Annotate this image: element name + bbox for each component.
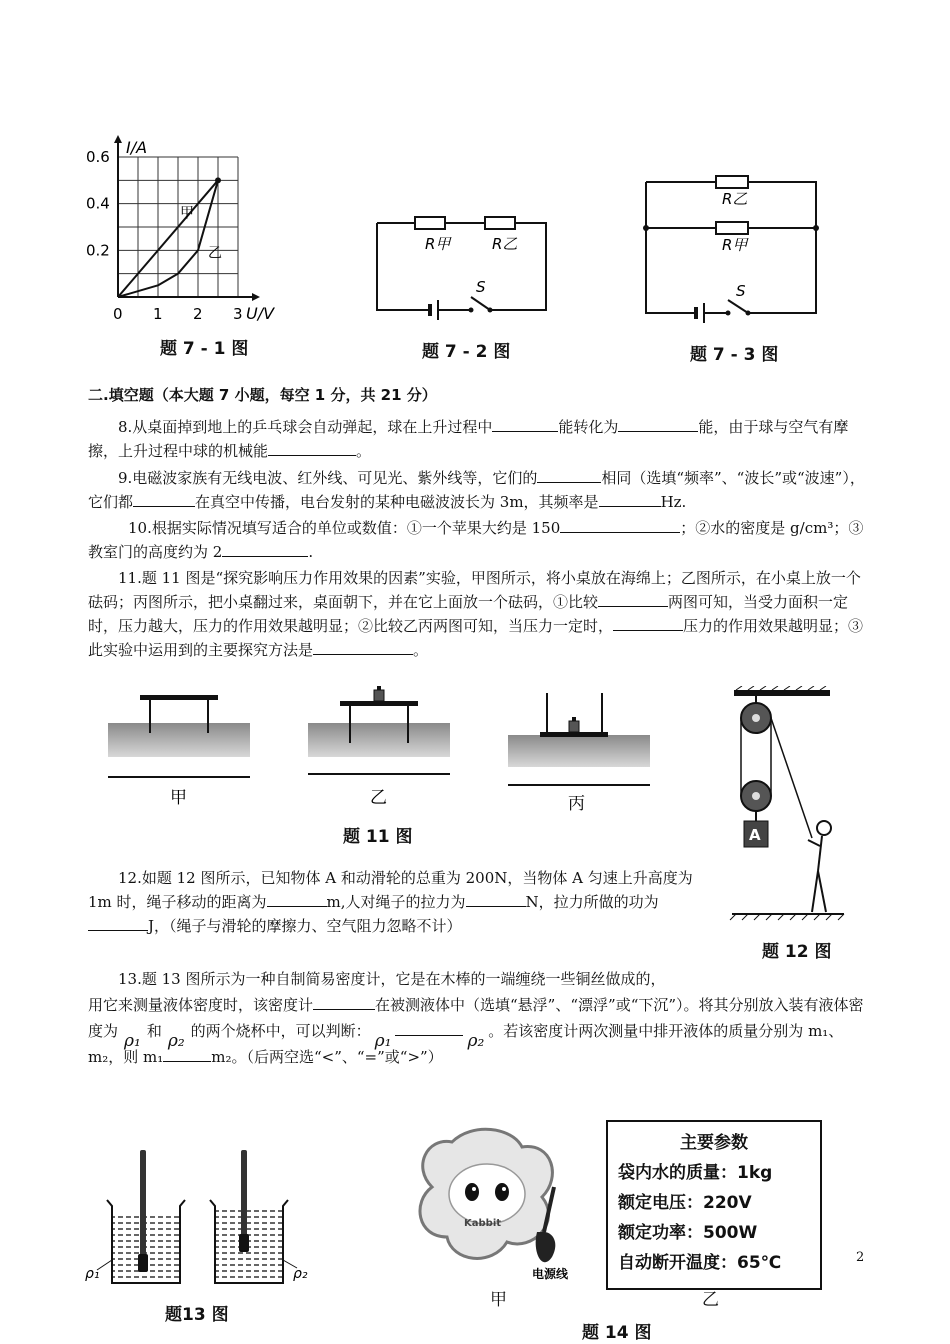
label-bing: 丙 [568, 794, 585, 814]
series [118, 177, 221, 297]
y-axis-label: I/A [126, 138, 148, 157]
setup-jia [108, 695, 250, 777]
fig7-2-circuit [370, 205, 560, 330]
intersection-point [215, 177, 221, 183]
q8-text-3: 能，由于球与空气有摩擦，上升过程中球的机械能 [88, 418, 849, 460]
x-axis-label: U/V [246, 304, 275, 323]
curve-yi-label: 乙 [208, 245, 222, 262]
q10-text-1: 10.根据实际情况填写适合的单位或数值：①一个苹果大约是 150 [128, 519, 561, 537]
param-rated-voltage: 额定电压：220V [618, 1193, 752, 1213]
q9-blank-2[interactable] [133, 491, 195, 507]
r-yi-label: R乙 [492, 235, 518, 253]
q12-blank-1[interactable] [267, 891, 327, 907]
switch [471, 297, 490, 310]
label-jia: 甲 [170, 788, 187, 808]
q13-text-7: m₂。（后两空选“<”、“=”或“>”） [211, 1048, 443, 1066]
q9-text-2: 相同（选填“频率”、“波长”或“波速”），它们都 [88, 469, 865, 511]
switch [728, 300, 748, 313]
curve-jia-label: 甲 [180, 205, 194, 222]
label-yi: 乙 [370, 788, 387, 808]
x-tick-label: 1 [153, 305, 163, 323]
q8-blank-1[interactable] [492, 416, 558, 432]
fig14-heating-bag [412, 1122, 592, 1282]
q12-blank-3[interactable] [88, 915, 148, 931]
y-tick-label: 0.4 [86, 194, 110, 213]
q13-text-4: 和 [146, 1022, 162, 1040]
q13-rho1-compare: ρ₁ [374, 1031, 392, 1051]
resistor-r-yi [485, 217, 515, 229]
fig7-3-caption: 题 7 - 3 图 [690, 345, 779, 365]
fig11-diagram [100, 685, 660, 815]
question-9 [88, 466, 868, 514]
q10-text-3: . [308, 543, 314, 561]
x-tick-label: 0 [113, 305, 123, 323]
q12-text-3: N，拉力所做的功为 [525, 893, 659, 911]
q13-text-3: 在被测液体中（选填“悬浮”、“漂浮”或“下沉”）。将其分别放入装有液体密度为 [88, 996, 864, 1040]
param-cutoff-temp: 自动断开温度：65℃ [618, 1253, 782, 1273]
q12-text-1: 12.如题 12 图所示，已知物体 A 和动滑轮的总重为 200N，当物体 A 匀速上升高度为 1m 时，绳子移动的距离为 [88, 869, 693, 911]
q11-text-1: 11.题 11 图是“探究影响压力作用效果的因素”实验，甲图所示，将小桌放在海绵上；乙图所示，在小桌上放一个砝码；丙图所示，把小桌翻过来，桌面朝下，并在它上面放一个砝码，①比较 [88, 569, 861, 611]
bag-eye-right [495, 1183, 509, 1201]
fig12-pulley [726, 686, 846, 926]
q11-blank-1[interactable] [598, 591, 668, 607]
plug [536, 1232, 556, 1262]
q13-rho1: ρ₁ [124, 1031, 141, 1051]
section-title: 二.填空题（本大题 7 小题，每空 1 分，共 21 分） [88, 386, 437, 404]
bag-eye-left [465, 1183, 479, 1201]
q13-text-5: 的两个烧杯中，可以判断： [190, 1022, 371, 1040]
y-tick-label: 0.2 [86, 241, 110, 260]
q12-text-2: m,人对绳子的拉力为 [326, 893, 466, 911]
q13-blank-1[interactable] [313, 994, 375, 1010]
question-12 [88, 866, 696, 938]
y-tick-label: 0.6 [86, 148, 110, 166]
q8-blank-3[interactable] [268, 440, 356, 456]
r-yi-label: R乙 [722, 190, 748, 208]
q13-rho2: ρ₂ [167, 1031, 185, 1051]
q13-text-6: 。若该密度计两次测量中排开液体的质量分别为 m₁、m₂，则 m₁ [88, 1022, 844, 1066]
r-jia-label: R甲 [722, 236, 748, 254]
y-axis-arrow [114, 135, 122, 143]
q11-text-3: 压力的作用效果越明显；③此实验中运用到的主要探究方法是 [88, 617, 864, 659]
fig7-2-caption: 题 7 - 2 图 [422, 342, 511, 362]
q9-text-4: Hz. [660, 493, 687, 511]
q11-text-2: 两图可知，当受力面积一定时，压力越大，压力的作用效果越明显；②比较乙丙两图可知，当压力一定时， [88, 593, 849, 635]
param-water-mass: 袋内水的质量：1kg [618, 1163, 773, 1183]
fig13-beakers [85, 1148, 315, 1298]
question-11 [88, 566, 868, 662]
q11-blank-2[interactable] [613, 615, 683, 631]
fig7-1-graph [80, 125, 300, 325]
rope [771, 718, 812, 838]
q13-text-2: 用它来测量液体密度时，该密度计 [88, 996, 314, 1014]
resistor-r-jia [716, 222, 748, 234]
fig12-caption: 题 12 图 [762, 942, 832, 962]
q13-rho2-compare: ρ₂ [467, 1031, 485, 1051]
params-title: 主要参数 [680, 1133, 748, 1153]
fig11-caption: 题 11 图 [343, 827, 413, 847]
resistor-r-yi [716, 176, 748, 188]
q8-text-2: 能转化为 [558, 418, 619, 436]
x-tick-label: 3 [233, 305, 243, 323]
q13-text-1: 13.题 13 图所示为一种自制简易密度计，它是在木棒的一端缠绕一些铜丝做成的， [118, 970, 666, 988]
beaker-rho1 [107, 1150, 185, 1283]
question-8 [88, 415, 868, 463]
fig14-caption: 题 14 图 [582, 1323, 652, 1343]
q11-blank-3[interactable] [313, 639, 413, 655]
x-axis-arrow [252, 293, 260, 301]
q13-blank-2[interactable] [395, 1020, 463, 1036]
q10-blank-2[interactable] [222, 541, 308, 557]
q8-text-1: 8.从桌面掉到地上的乒乓球会自动弹起，球在上升过程中 [118, 418, 493, 436]
labels [86, 138, 275, 323]
setup-bing [508, 693, 650, 785]
q12-blank-2[interactable] [466, 891, 526, 907]
q8-text-4: 。 [356, 442, 372, 460]
question-10 [88, 516, 868, 564]
fig13-caption: 题13 图 [165, 1305, 229, 1325]
q9-blank-1[interactable] [537, 467, 601, 483]
cord-label: 电源线 [532, 1267, 569, 1281]
fig14-label-yi: 乙 [702, 1290, 719, 1310]
page-number: 2 [856, 1250, 865, 1265]
person-head [817, 821, 831, 835]
block-a-label: A [749, 826, 761, 844]
x-tick-label: 2 [193, 305, 203, 323]
switch-label: S [476, 278, 486, 296]
parameters-box [606, 1120, 822, 1290]
resistor-r-jia [415, 217, 445, 229]
q10-blank-1[interactable] [560, 517, 680, 533]
rho2-label: ρ₂ [293, 1266, 308, 1282]
question-13 [88, 966, 868, 1070]
param-rated-power: 额定功率：500W [618, 1223, 758, 1243]
fig7-1-caption: 题 7 - 1 图 [160, 339, 249, 359]
bag-text: Kabbit [464, 1218, 502, 1229]
q12-text-4: J，（绳子与滑轮的摩擦力、空气阻力忽略不计） [148, 917, 462, 935]
q8-blank-2[interactable] [618, 416, 698, 432]
r-jia-label: R甲 [425, 235, 451, 253]
fig14-label-jia: 甲 [490, 1290, 507, 1310]
setup-yi [308, 686, 450, 774]
q11-text-4: 。 [413, 641, 429, 659]
q10-text-2: ；②水的密度是 g/cm³；③教室门的高度约为 2 [88, 519, 864, 561]
q9-blank-3[interactable] [599, 491, 661, 507]
beaker-rho2 [210, 1150, 288, 1283]
rho1-label: ρ₁ [85, 1266, 100, 1282]
fig7-3-circuit [640, 168, 830, 328]
q9-text-3: 在真空中传播，电台发射的某种电磁波波长为 3m，其频率是 [195, 493, 599, 511]
switch-label: S [736, 282, 746, 300]
q9-text-1: 9.电磁波家族有无线电波、红外线、可见光、紫外线等，它们的 [118, 469, 538, 487]
